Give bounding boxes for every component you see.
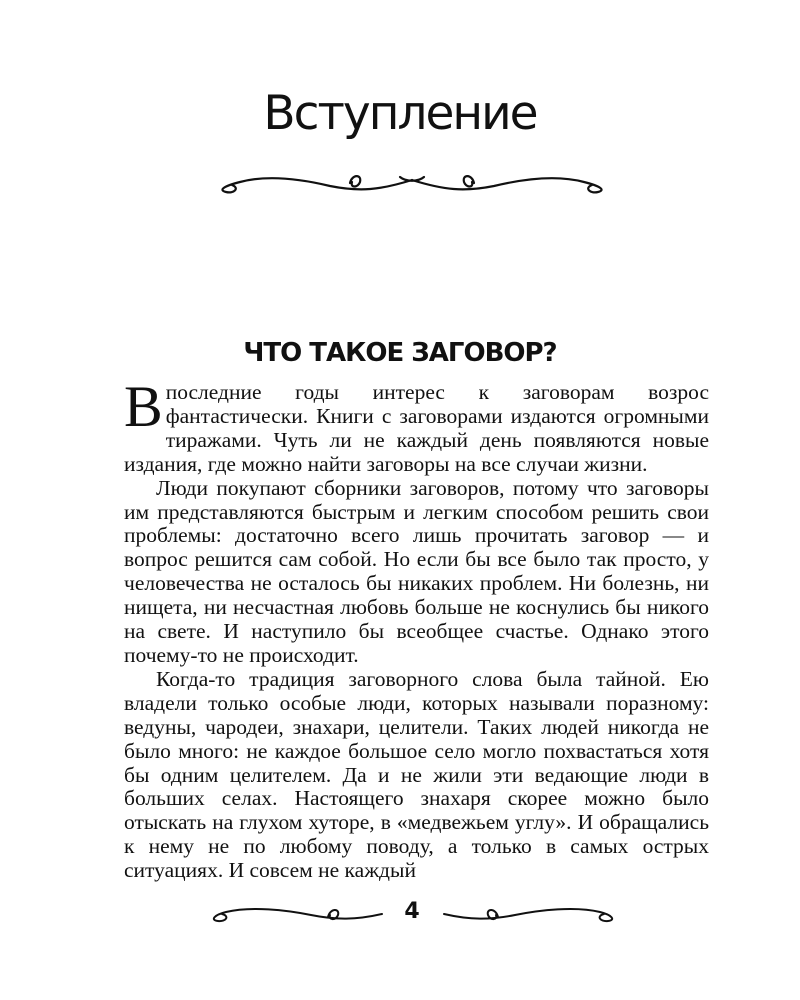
paragraph-1: [124, 374, 709, 477]
paragraph-2: Люди покупают сборники заговоров, потому что заговоры им представляются быстрым и легким способом решить свои проблемы: достаточно всего лишь прочитать заговор — и вопрос решится сам собой. Но если бы все было так просто, у человечества не осталось бы никаких проблем. Ни болезнь, ни нищета, ни несчастная любовь больше не коснулись бы никого на свете. И наступило бы всеобщее счастье. Однако этого почему-то не происходит.: [124, 475, 709, 667]
drop-cap: В: [124, 374, 163, 439]
paragraph-1-text: последние годы интерес к заговорам возрос фантастически. Книги с заговорами издаются огромными тиражами. Чуть ли не каждый день появляются новые издания, где можно найти заговоры на все случаи жизни.: [124, 380, 709, 476]
page-title: Вступление: [263, 86, 537, 141]
flourish-ornament-icon: [210, 166, 615, 200]
section-heading: ЧТО ТАКОЕ ЗАГОВОР?: [243, 338, 557, 368]
page-number: 4: [404, 899, 420, 924]
body-text: [124, 374, 709, 883]
paragraph-3: Когда-то традиция заговорного слова была тайной. Ею владели только особые люди, которых называли поразному: ведуны, чародеи, знахари, целители. Таких людей никогда не было много: не каждое большое село могло похвастаться хотя бы одним целителем. Да и не жили эти ведающие люди в больших селах. Настоящего знахаря скорее можно было отыскать на глухом хуторе, в «медвежьем углу». И обращались к нему не по любому поводу, а только в самых острых ситуациях. И совсем не каждый: [124, 666, 709, 883]
footer-flourish-left-icon: [206, 898, 386, 928]
footer-flourish-right-icon: [440, 898, 620, 928]
